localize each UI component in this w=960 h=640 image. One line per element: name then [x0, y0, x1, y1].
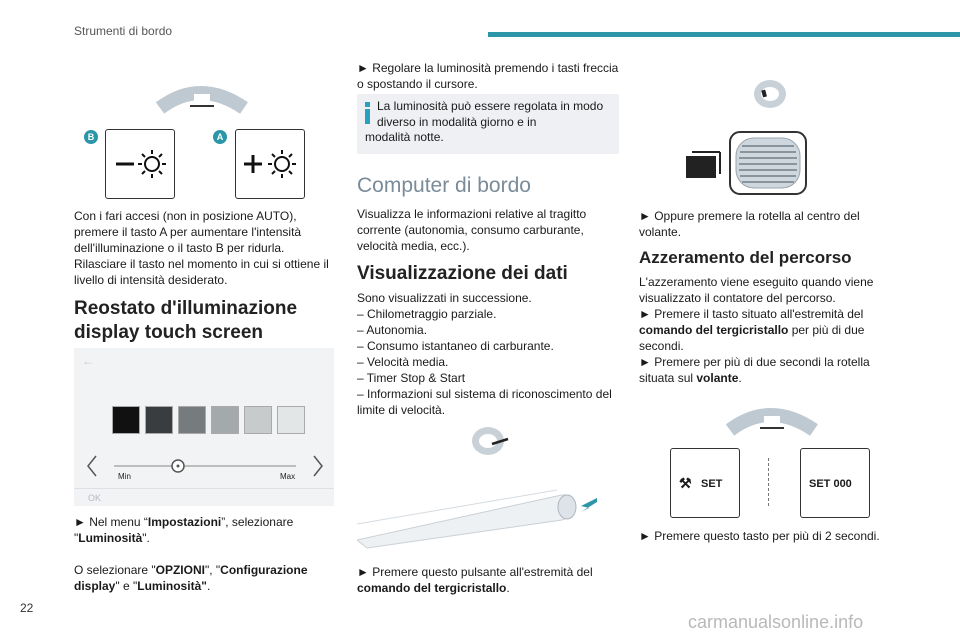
col2-step1: ► Regolare la luminosità premendo i tasti freccia o spostando il cursore. [357, 61, 619, 91]
marker-a: A [213, 130, 227, 144]
heading-touchscreen-rheostat: Reostato d'illuminazione display touch screen [74, 298, 298, 343]
dashboard-illustration [720, 400, 824, 440]
brightness-swatch[interactable] [244, 406, 272, 434]
col3-step4: ► Premere questo tasto per più di 2 secondi. [639, 529, 880, 543]
steering-wheel-icon [470, 424, 510, 458]
col1-step1: ► Nel menu “Impostazioni”, selezionare "Luminosità". [74, 515, 294, 545]
list-item: – Autonomia. [357, 323, 428, 337]
back-arrow-icon: ← [82, 354, 94, 368]
brightness-swatch[interactable] [277, 406, 305, 434]
list-item: – Informazioni sul sistema di riconoscimento del limite di velocità. [357, 387, 612, 417]
divider [768, 458, 770, 506]
list-item: – Velocità media. [357, 355, 449, 369]
list-item: – Consumo istantaneo di carburante. [357, 339, 554, 353]
ok-button[interactable]: OK [88, 493, 102, 503]
arrow-left-icon [88, 456, 96, 476]
watermark: carmanualsonline.info [688, 612, 864, 632]
set-display-label: SET 000 [809, 478, 852, 490]
slider-max-label: Max [280, 472, 296, 481]
brightness-swatch[interactable] [112, 406, 140, 434]
arrow-indicator-icon [581, 498, 597, 512]
heading-trip-computer: Computer di bordo [357, 174, 531, 197]
data-list [357, 290, 619, 418]
page-number: 22 [20, 601, 34, 615]
note-text-line1: La luminosità può essere regolata in modo diverso in modalità giorno e in [377, 99, 604, 129]
set-button-label: SET [701, 478, 723, 490]
dim-button[interactable] [105, 129, 175, 199]
brightness-swatch[interactable] [178, 406, 206, 434]
running-header: Strumenti di bordo [74, 24, 173, 38]
set-button[interactable] [670, 448, 740, 518]
display-icon [686, 156, 716, 178]
set-display-button[interactable] [800, 448, 870, 518]
brightness-swatch[interactable] [145, 406, 173, 434]
slider-min-label: Min [118, 472, 131, 481]
col2-step2: ► Premere questo pulsante all'estremità del comando del tergicristallo. [357, 565, 593, 595]
col3-step1: ► Oppure premere la rotella al centro del volante. [639, 209, 860, 239]
list-intro: Sono visualizzati in successione. [357, 291, 532, 305]
list-item: – Timer Stop & Start [357, 371, 466, 385]
col3-reset-desc: L'azzeramento viene eseguito quando viene visualizzato il contatore del percorso. [639, 275, 874, 305]
dashboard-illustration [150, 78, 254, 118]
brighten-button[interactable] [235, 129, 305, 199]
col3-step2: ► Premere il tasto situato all'estremità del comando del tergicristallo per più di due secondi. [639, 307, 865, 353]
col3-step3: ► Premere per più di due secondi la rotella situata sul volante. [639, 355, 870, 385]
thumbwheel-illustration [684, 130, 810, 196]
heading-trip-reset: Azzeramento del percorso [639, 248, 852, 267]
brightness-down-icon [106, 130, 174, 198]
header-rule [488, 32, 960, 37]
col1-intro: Con i fari accesi (non in posizione AUTO), premere il tasto A per aumentare l'intensità dell'illuminazione o il tasto B per ridurla. Rilasciare il tasto nel momento in cui si ottiene il livello di intensità desiderato. [74, 209, 329, 287]
info-note [357, 94, 619, 154]
note-text-line2: modalità notte. [365, 130, 444, 144]
brightness-swatch[interactable] [211, 406, 239, 434]
col2-trip-desc: Visualizza le informazioni relative al tragitto corrente (autonomia, consumo carburante, velocità media, ecc.). [357, 207, 587, 253]
info-icon [365, 102, 370, 124]
wrench-icon: ⚒ [679, 475, 692, 491]
col1-step2: O selezionare "OPZIONI", "Configurazione display" e "Luminosità". [74, 563, 308, 593]
steering-wheel-icon [752, 78, 788, 110]
marker-b: B [84, 130, 98, 144]
arrow-right-icon [314, 456, 322, 476]
heading-data-display: Visualizzazione dei dati [357, 263, 568, 284]
wiper-stalk-illustration [357, 480, 607, 550]
brightness-up-icon [236, 130, 304, 198]
touchscreen-brightness-illustration [74, 348, 334, 506]
list-item: – Chilometraggio parziale. [357, 307, 497, 321]
